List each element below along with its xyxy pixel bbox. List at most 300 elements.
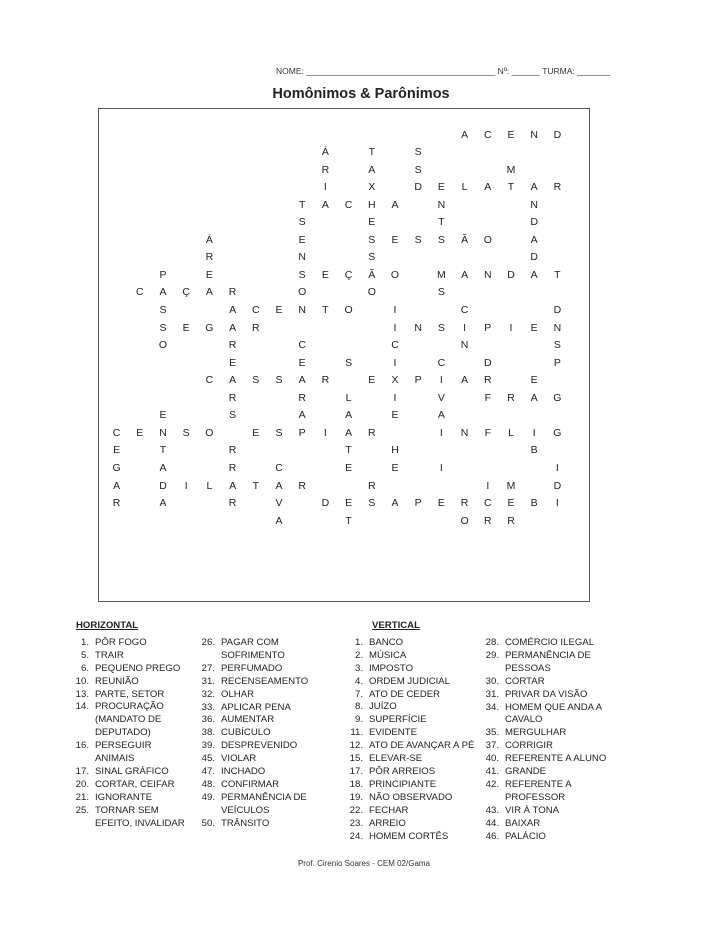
- grid-cell[interactable]: [476, 317, 499, 335]
- cell-letter: G: [112, 461, 121, 474]
- grid-cell[interactable]: [337, 440, 360, 458]
- grid-cell[interactable]: [523, 229, 546, 247]
- cell-letter: S: [368, 497, 376, 510]
- cell-letter: D: [321, 497, 330, 510]
- clue-text: GRANDE: [505, 766, 547, 778]
- grid-cell[interactable]: [337, 264, 360, 282]
- cell-letter: A: [229, 304, 237, 317]
- grid-cell[interactable]: [383, 405, 406, 423]
- grid-cell[interactable]: [523, 194, 546, 212]
- grid-cell[interactable]: [453, 317, 476, 335]
- grid-cell[interactable]: [407, 493, 430, 511]
- grid-cell[interactable]: [430, 317, 453, 335]
- clue-number: 6.: [80, 662, 89, 674]
- grid-cell[interactable]: [499, 387, 522, 405]
- cell-letter: T: [298, 198, 306, 211]
- grid-cell[interactable]: [430, 194, 453, 212]
- grid-cell[interactable]: [383, 264, 406, 282]
- cell-letter: N: [298, 304, 306, 317]
- grid-cell[interactable]: [291, 300, 314, 318]
- cell-letter: S: [275, 426, 283, 439]
- grid-cell[interactable]: [453, 177, 476, 195]
- grid-cell[interactable]: [476, 177, 499, 195]
- grid-cell[interactable]: [430, 229, 453, 247]
- clue-number: 19.: [349, 791, 363, 803]
- clue-text: ARREIO: [369, 817, 406, 829]
- grid-cell[interactable]: [546, 317, 569, 335]
- grid-cell[interactable]: [523, 440, 546, 458]
- grid-cell[interactable]: [546, 335, 569, 353]
- grid-cell[interactable]: [291, 405, 314, 423]
- grid-cell[interactable]: [499, 159, 522, 177]
- grid-cell[interactable]: [476, 264, 499, 282]
- grid-cell[interactable]: [383, 229, 406, 247]
- grid-cell[interactable]: [499, 475, 522, 493]
- cell-letter: E: [345, 497, 353, 510]
- grid-cell[interactable]: [523, 387, 546, 405]
- vertical-clues-col1: [338, 620, 483, 843]
- grid-cell[interactable]: [221, 352, 244, 370]
- grid-cell[interactable]: [383, 300, 406, 318]
- grid-cell[interactable]: [453, 300, 476, 318]
- grid-cell[interactable]: [198, 475, 221, 493]
- grid-cell[interactable]: [430, 352, 453, 370]
- grid-cell[interactable]: [523, 264, 546, 282]
- grid-cell[interactable]: [314, 142, 337, 160]
- grid-cell[interactable]: [360, 475, 383, 493]
- clue-item: [190, 637, 335, 663]
- clue-number: 22.: [349, 804, 363, 816]
- cell-letter: O: [367, 286, 376, 299]
- cell-letter: A: [229, 479, 237, 492]
- grid-cell[interactable]: [221, 475, 244, 493]
- cell-letter: N: [530, 198, 538, 211]
- grid-cell[interactable]: [383, 457, 406, 475]
- grid-cell[interactable]: [430, 422, 453, 440]
- grid-cell[interactable]: [198, 229, 221, 247]
- grid-cell[interactable]: [337, 422, 360, 440]
- grid-cell[interactable]: [523, 422, 546, 440]
- grid-cell[interactable]: [430, 405, 453, 423]
- grid-cell[interactable]: [291, 229, 314, 247]
- clue-text: RECENSEAMENTO: [221, 675, 309, 687]
- cell-letter: E: [437, 181, 445, 194]
- cell-letter: N: [159, 426, 167, 439]
- cell-letter: R: [367, 426, 376, 439]
- grid-cell[interactable]: [267, 493, 290, 511]
- clue-text: OLHAR: [221, 688, 255, 700]
- grid-cell[interactable]: [546, 422, 569, 440]
- cell-letter: R: [483, 514, 492, 527]
- cell-letter: D: [159, 479, 167, 492]
- grid-cell[interactable]: [151, 282, 174, 300]
- clue-text: TORNAR SEM EFEITO, INVALIDAR: [95, 804, 185, 829]
- grid-cell[interactable]: [151, 422, 174, 440]
- clue-number: 42.: [485, 778, 499, 790]
- grid-cell[interactable]: [453, 124, 476, 142]
- horizontal-list-2: [190, 637, 335, 831]
- grid-cell[interactable]: [221, 405, 244, 423]
- grid-cell[interactable]: [476, 370, 499, 388]
- clue-item: [338, 753, 483, 766]
- grid-cell[interactable]: [546, 264, 569, 282]
- grid-cell[interactable]: [383, 317, 406, 335]
- cell-letter: E: [321, 268, 329, 281]
- grid-cell[interactable]: [499, 317, 522, 335]
- grid-cell[interactable]: [499, 493, 522, 511]
- grid-cell[interactable]: [198, 422, 221, 440]
- grid-cell[interactable]: [314, 264, 337, 282]
- grid-cell[interactable]: [151, 300, 174, 318]
- grid-cell[interactable]: [291, 422, 314, 440]
- clue-text: CONFIRMAR: [221, 778, 280, 790]
- grid-cell[interactable]: [314, 300, 337, 318]
- grid-cell[interactable]: [175, 317, 198, 335]
- grid-cell[interactable]: [151, 335, 174, 353]
- clue-number: 36.: [201, 714, 215, 726]
- clue-text: PÔR FOGO: [95, 636, 147, 648]
- grid-cell[interactable]: [267, 475, 290, 493]
- clue-number: 34.: [485, 701, 499, 713]
- grid-cell[interactable]: [337, 493, 360, 511]
- cell-letter: R: [460, 497, 469, 510]
- grid-cell[interactable]: [383, 387, 406, 405]
- grid-cell[interactable]: [151, 440, 174, 458]
- clue-number: 17.: [349, 765, 363, 777]
- grid-cell[interactable]: [476, 387, 499, 405]
- grid-cell[interactable]: [221, 300, 244, 318]
- grid-cell[interactable]: [546, 177, 569, 195]
- grid-cell[interactable]: [360, 370, 383, 388]
- grid-cell[interactable]: [476, 475, 499, 493]
- grid-cell[interactable]: [476, 493, 499, 511]
- grid-cell[interactable]: [198, 370, 221, 388]
- clue-item: [64, 779, 189, 792]
- grid-cell[interactable]: [128, 422, 151, 440]
- clue-text: HOMEM QUE ANDA A CAVALO: [505, 701, 602, 726]
- grid-cell[interactable]: [407, 317, 430, 335]
- cell-letter: C: [112, 426, 121, 439]
- cell-letter: I: [393, 391, 397, 404]
- grid-cell[interactable]: [476, 510, 499, 528]
- grid-cell[interactable]: [314, 493, 337, 511]
- grid-cell[interactable]: [383, 370, 406, 388]
- grid-cell[interactable]: [314, 370, 337, 388]
- grid-cell[interactable]: [476, 422, 499, 440]
- grid-cell[interactable]: [407, 159, 430, 177]
- grid-cell[interactable]: [291, 282, 314, 300]
- grid-cell[interactable]: [221, 440, 244, 458]
- vertical-list-2: [474, 637, 619, 844]
- cell-letter: T: [159, 444, 167, 457]
- clue-number: 25.: [75, 804, 89, 816]
- grid-cell[interactable]: [523, 493, 546, 511]
- cell-letter: S: [414, 146, 422, 159]
- grid-cell[interactable]: [453, 493, 476, 511]
- grid-cell[interactable]: [523, 212, 546, 230]
- cell-letter: A: [345, 409, 353, 422]
- grid-cell[interactable]: [221, 335, 244, 353]
- grid-cell[interactable]: [360, 247, 383, 265]
- grid-cell[interactable]: [499, 510, 522, 528]
- grid-cell[interactable]: [314, 177, 337, 195]
- grid-cell[interactable]: [523, 177, 546, 195]
- grid-cell[interactable]: [476, 229, 499, 247]
- clue-number: 38.: [201, 727, 215, 739]
- grid-cell[interactable]: [244, 422, 267, 440]
- grid-cell[interactable]: [267, 300, 290, 318]
- grid-cell[interactable]: [360, 229, 383, 247]
- grid-cell[interactable]: [314, 159, 337, 177]
- cell-letter: R: [228, 391, 237, 404]
- grid-cell[interactable]: [383, 335, 406, 353]
- grid-cell[interactable]: [244, 300, 267, 318]
- grid-cell[interactable]: [383, 440, 406, 458]
- clue-text: CORRIGIR: [505, 740, 553, 752]
- grid-cell[interactable]: [151, 457, 174, 475]
- grid-cell[interactable]: [407, 370, 430, 388]
- grid-cell[interactable]: [198, 317, 221, 335]
- clue-item: [64, 676, 189, 689]
- grid-cell[interactable]: [430, 212, 453, 230]
- grid-cell[interactable]: [430, 457, 453, 475]
- clue-number: 14.: [75, 701, 89, 713]
- grid-cell[interactable]: [453, 422, 476, 440]
- clue-text: IMPOSTO: [369, 662, 414, 674]
- grid-cell[interactable]: [383, 493, 406, 511]
- grid-cell[interactable]: [291, 475, 314, 493]
- cell-letter: A: [229, 321, 237, 334]
- grid-cell[interactable]: [221, 387, 244, 405]
- clue-number: 47.: [201, 766, 215, 778]
- cell-letter: E: [229, 356, 237, 369]
- grid-cell[interactable]: [337, 300, 360, 318]
- grid-cell[interactable]: [151, 475, 174, 493]
- grid-cell[interactable]: [198, 264, 221, 282]
- cell-letter: S: [182, 426, 190, 439]
- grid-cell[interactable]: [291, 387, 314, 405]
- cell-letter: A: [391, 497, 399, 510]
- cell-letter: T: [345, 514, 352, 527]
- grid-cell[interactable]: [407, 142, 430, 160]
- grid-cell[interactable]: [244, 475, 267, 493]
- grid-cell[interactable]: [267, 510, 290, 528]
- grid-cell[interactable]: [267, 370, 290, 388]
- grid-cell[interactable]: [499, 264, 522, 282]
- grid-cell[interactable]: [360, 212, 383, 230]
- grid-cell[interactable]: [337, 352, 360, 370]
- clue-item: [474, 753, 619, 766]
- grid-cell[interactable]: [337, 510, 360, 528]
- clue-text: REFERENTE A ALUNO: [505, 753, 607, 765]
- grid-cell[interactable]: [291, 264, 314, 282]
- grid-cell[interactable]: [105, 440, 128, 458]
- cell-letter: N: [460, 426, 469, 439]
- grid-cell[interactable]: [523, 317, 546, 335]
- cell-letter: F: [484, 391, 491, 404]
- grid-cell[interactable]: [337, 387, 360, 405]
- grid-cell[interactable]: [546, 457, 569, 475]
- clue-text: ATO DE AVANÇAR A PÉ: [369, 740, 475, 752]
- cell-letter: R: [228, 339, 237, 352]
- grid-cell[interactable]: [151, 405, 174, 423]
- cell-letter: V: [437, 391, 445, 404]
- grid-cell[interactable]: [430, 387, 453, 405]
- grid-cell[interactable]: [430, 370, 453, 388]
- clue-item: [338, 701, 483, 714]
- grid-cell[interactable]: [453, 370, 476, 388]
- grid-cell[interactable]: [476, 124, 499, 142]
- grid-cell[interactable]: [453, 264, 476, 282]
- grid-cell[interactable]: [105, 493, 128, 511]
- grid-cell[interactable]: [383, 194, 406, 212]
- grid-cell[interactable]: [383, 352, 406, 370]
- grid-cell[interactable]: [175, 422, 198, 440]
- clue-number: 20.: [75, 778, 89, 790]
- grid-cell[interactable]: [151, 264, 174, 282]
- grid-cell[interactable]: [360, 493, 383, 511]
- cell-letter: E: [298, 233, 306, 246]
- clue-number: 30.: [485, 675, 499, 687]
- clue-item: [474, 740, 619, 753]
- grid-cell[interactable]: [244, 370, 267, 388]
- cell-letter: N: [460, 339, 469, 352]
- cell-letter: Á: [205, 233, 213, 246]
- grid-cell[interactable]: [523, 370, 546, 388]
- grid-cell[interactable]: [337, 405, 360, 423]
- grid-cell[interactable]: [291, 335, 314, 353]
- grid-cell[interactable]: [546, 387, 569, 405]
- clue-number: 2.: [354, 649, 363, 661]
- grid-cell[interactable]: [523, 124, 546, 142]
- vertical-heading: VERTICAL: [372, 620, 420, 631]
- grid-cell[interactable]: [291, 194, 314, 212]
- cell-letter: R: [298, 479, 306, 492]
- grid-cell[interactable]: [291, 247, 314, 265]
- grid-cell[interactable]: [546, 493, 569, 511]
- grid-cell[interactable]: [221, 282, 244, 300]
- grid-cell[interactable]: [453, 335, 476, 353]
- grid-cell[interactable]: [337, 194, 360, 212]
- grid-cell[interactable]: [546, 475, 569, 493]
- cell-letter: C: [205, 374, 214, 387]
- grid-cell[interactable]: [360, 422, 383, 440]
- cell-letter: S: [229, 409, 237, 422]
- grid-cell[interactable]: [546, 300, 569, 318]
- clue-item: [338, 637, 483, 650]
- clue-number: 10.: [75, 675, 89, 687]
- grid-cell[interactable]: [151, 317, 174, 335]
- cell-letter: A: [437, 409, 445, 422]
- grid-cell[interactable]: [128, 282, 151, 300]
- grid-cell[interactable]: [198, 282, 221, 300]
- grid-cell[interactable]: [499, 124, 522, 142]
- grid-cell[interactable]: [499, 177, 522, 195]
- grid-cell[interactable]: [291, 370, 314, 388]
- grid-cell[interactable]: [267, 457, 290, 475]
- grid-cell[interactable]: [360, 264, 383, 282]
- student-info-line[interactable]: NOME: ________________________________________ Nº: ______ TURMA: _______: [276, 66, 611, 76]
- grid-cell[interactable]: [476, 352, 499, 370]
- cell-letter: O: [158, 339, 168, 352]
- cell-letter: O: [460, 514, 469, 527]
- grid-cell[interactable]: [291, 352, 314, 370]
- cell-letter: A: [530, 391, 538, 404]
- cell-letter: S: [437, 233, 445, 246]
- grid-cell[interactable]: [105, 475, 128, 493]
- grid-cell[interactable]: [430, 282, 453, 300]
- grid-cell[interactable]: [360, 142, 383, 160]
- grid-cell[interactable]: [221, 317, 244, 335]
- grid-cell[interactable]: [175, 475, 198, 493]
- cell-letter: R: [228, 497, 237, 510]
- grid-cell[interactable]: [523, 247, 546, 265]
- grid-cell[interactable]: [360, 194, 383, 212]
- grid-cell[interactable]: [244, 317, 267, 335]
- clue-number: 32.: [201, 688, 215, 700]
- grid-cell[interactable]: [175, 282, 198, 300]
- cell-letter: C: [437, 356, 446, 369]
- grid-cell[interactable]: [360, 282, 383, 300]
- clue-number: 1.: [80, 636, 89, 648]
- cell-letter: I: [463, 321, 467, 334]
- grid-cell[interactable]: [430, 177, 453, 195]
- cell-letter: E: [507, 497, 515, 510]
- cell-letter: R: [228, 461, 237, 474]
- cell-letter: S: [298, 216, 306, 229]
- cell-letter: I: [555, 497, 559, 510]
- grid-cell[interactable]: [291, 212, 314, 230]
- grid-cell[interactable]: [105, 457, 128, 475]
- clue-item: [64, 805, 189, 831]
- grid-cell[interactable]: [546, 124, 569, 142]
- grid-cell[interactable]: [221, 370, 244, 388]
- cell-letter: A: [298, 374, 306, 387]
- clue-text: PÔR ARREIOS: [369, 765, 436, 777]
- cell-letter: S: [414, 163, 422, 176]
- clue-number: 23.: [349, 817, 363, 829]
- grid-cell[interactable]: [314, 194, 337, 212]
- clue-item: [338, 831, 483, 844]
- grid-cell[interactable]: [499, 422, 522, 440]
- grid-cell[interactable]: [546, 352, 569, 370]
- grid-cell[interactable]: [453, 510, 476, 528]
- grid-cell[interactable]: [221, 493, 244, 511]
- grid-cell[interactable]: [407, 229, 430, 247]
- grid-cell[interactable]: [198, 247, 221, 265]
- cell-letter: C: [483, 128, 492, 141]
- grid-cell[interactable]: [453, 229, 476, 247]
- cell-letter: I: [393, 356, 397, 369]
- cell-letter: N: [553, 321, 562, 334]
- grid-cell[interactable]: [221, 457, 244, 475]
- grid-cell[interactable]: [407, 177, 430, 195]
- grid-cell[interactable]: [430, 493, 453, 511]
- grid-cell[interactable]: [360, 159, 383, 177]
- grid-cell[interactable]: [105, 422, 128, 440]
- cell-letter: I: [393, 304, 397, 317]
- clue-text: VIR À TONA: [505, 804, 560, 816]
- cell-letter: I: [532, 426, 536, 439]
- grid-cell[interactable]: [430, 264, 453, 282]
- grid-cell[interactable]: [267, 422, 290, 440]
- grid-cell[interactable]: [151, 493, 174, 511]
- grid-cell[interactable]: [337, 457, 360, 475]
- grid-cell[interactable]: [314, 422, 337, 440]
- grid-cell[interactable]: [360, 177, 383, 195]
- cell-letter: I: [509, 321, 513, 334]
- cell-letter: R: [251, 321, 260, 334]
